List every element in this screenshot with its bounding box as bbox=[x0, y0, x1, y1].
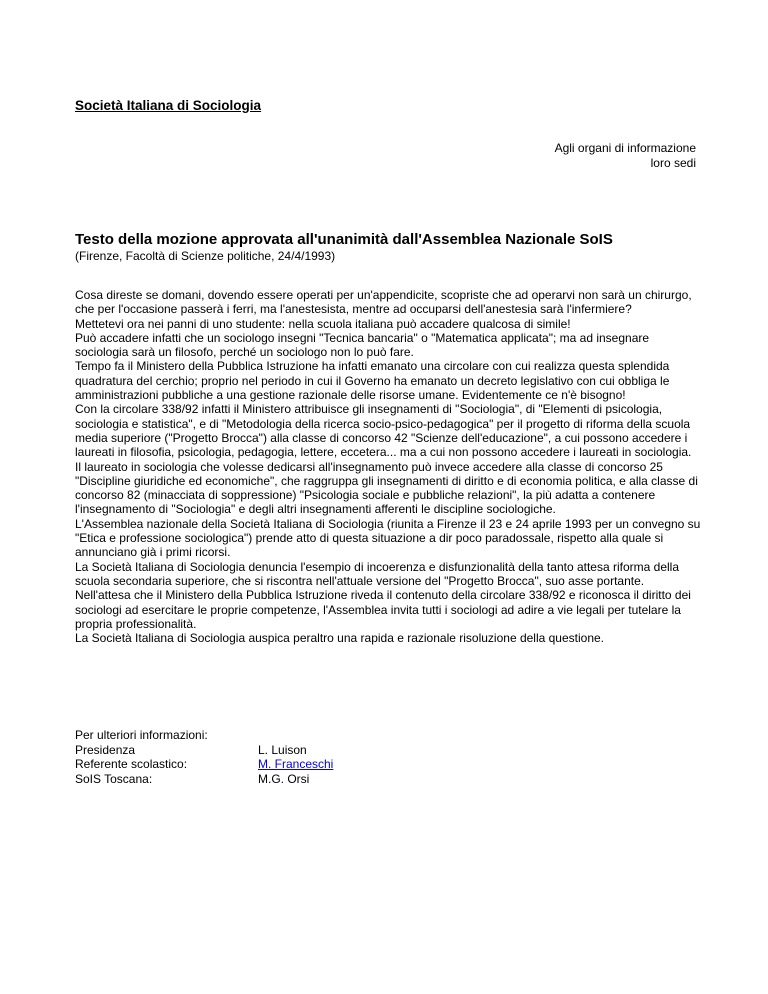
contact-row-toscana bbox=[75, 772, 333, 787]
paragraph: Cosa direste se domani, dovendo essere operati per un'appendicite, scopriste che ad operarvi non sarà un chirurgo, che per l'occasione passerà i ferri, ma l'anestesista, mentre ad occuparsi dell'anestesia sarà l'infermiere? bbox=[75, 288, 692, 317]
paragraph: L'Assemblea nazionale della Società Italiana di Sociologia (riunita a Firenze il 23 e 24 aprile 1993 per un convegno su "Etica e professione sociologica") prende atto di questa situazione a dir poco paradossale, rispetto alla quale si annunciano già i primi ricorsi. bbox=[75, 516, 701, 560]
motion-body bbox=[75, 288, 701, 645]
contacts-section bbox=[75, 728, 333, 786]
contact-link-franceschi[interactable]: M. Franceschi bbox=[258, 757, 334, 771]
paragraph: La Società Italiana di Sociologia denuncia l'esempio di incoerenza e disfunzionalità della tanto attesa riforma della scuola secondaria superiore, che si riscontra nell'attuale versione del "Progetto Brocca", suo asse portante. bbox=[75, 559, 680, 588]
contact-label: Referente scolastico: bbox=[75, 757, 188, 771]
motion-title: Testo della mozione approvata all'unanimità dall'Assemblea Nazionale SoIS bbox=[75, 231, 613, 248]
paragraph: Tempo fa il Ministero della Pubblica Istruzione ha infatti emanato una circolare con cui realizza questa splendida quadratura del cerchio; proprio nel periodo in cui il Governo ha emanato un decreto legislativo con cui obbliga le amministrazioni pubbliche a una gestione razionale delle risorse umane. Evidentemente ce n'è bisogno! bbox=[75, 359, 670, 403]
paragraph: Il laureato in sociologia che volesse dedicarsi all'insegnamento può invece accedere alla classe di concorso 25 "Discipline giuridiche ed economiche", che raggruppa gli insegnamenti di diritto e di economia politica, e alla classe di concorso 82 (minacciata di soppressione) "Psicologia sociale e pubbliche relazioni", la più adatta a contenere l'insegnamento di "Sociologia" e degli altri insegnamenti afferenti le discipline sociologiche. bbox=[75, 459, 698, 517]
paragraph: Nell'attesa che il Ministero della Pubblica Istruzione riveda il contenuto della circolare 338/92 e riconosca il diritto dei sociologi ad esercitare le proprie competenze, l'Assemblea invita tutti i sociologi ad adire a vie legali per tutelare la propria professionalità. bbox=[75, 588, 691, 631]
recipients-line: Agli organi di informazione bbox=[554, 141, 696, 155]
paragraph: Con la circolare 338/92 infatti il Ministero attribuisce gli insegnamenti di "Sociologia", di "Elementi di psicologia, sociologia e statistica", e di "Metodologia della ricerca socio-psico-pedagogica" per il progetto di riforma della scuola media superiore ("Progetto Brocca") alla classe di concorso 42 "Scienze dell'educazione", a cui possono accedere i laureati in filosofia, psicologia, pedagogia, lettere, eccetera... ma a cui non possono accedere i laureati in sociologia. bbox=[75, 402, 692, 460]
contacts-intro: Per ulteriori informazioni: bbox=[75, 728, 208, 742]
paragraph: Può accadere infatti che un sociologo insegni "Tecnica bancaria" o "Matematica applicata"; ma ad insegnare sociologia sarà un filosofo, perché un sociologo non lo può fare. bbox=[75, 330, 650, 360]
contact-value: M.G. Orsi bbox=[258, 771, 310, 786]
contact-row-referente bbox=[75, 757, 333, 772]
contact-label: SoIS Toscana: bbox=[75, 771, 153, 786]
contact-value: L. Luison bbox=[258, 742, 307, 757]
recipients-line: loro sedi bbox=[650, 156, 696, 170]
paragraph: Mettetevi ora nei panni di uno studente: nella scuola italiana può accadere qualcosa di simile! bbox=[75, 316, 571, 331]
organization-title: Società Italiana di Sociologia bbox=[75, 98, 262, 113]
contact-label: Presidenza bbox=[75, 742, 136, 757]
motion-subtitle: (Firenze, Facoltà di Scienze politiche, 24/4/1993) bbox=[75, 249, 336, 263]
contact-row-presidenza bbox=[75, 743, 333, 758]
recipients-block bbox=[555, 141, 696, 171]
paragraph: La Società Italiana di Sociologia auspica peraltro una rapida e razionale risoluzione della questione. bbox=[75, 631, 605, 646]
